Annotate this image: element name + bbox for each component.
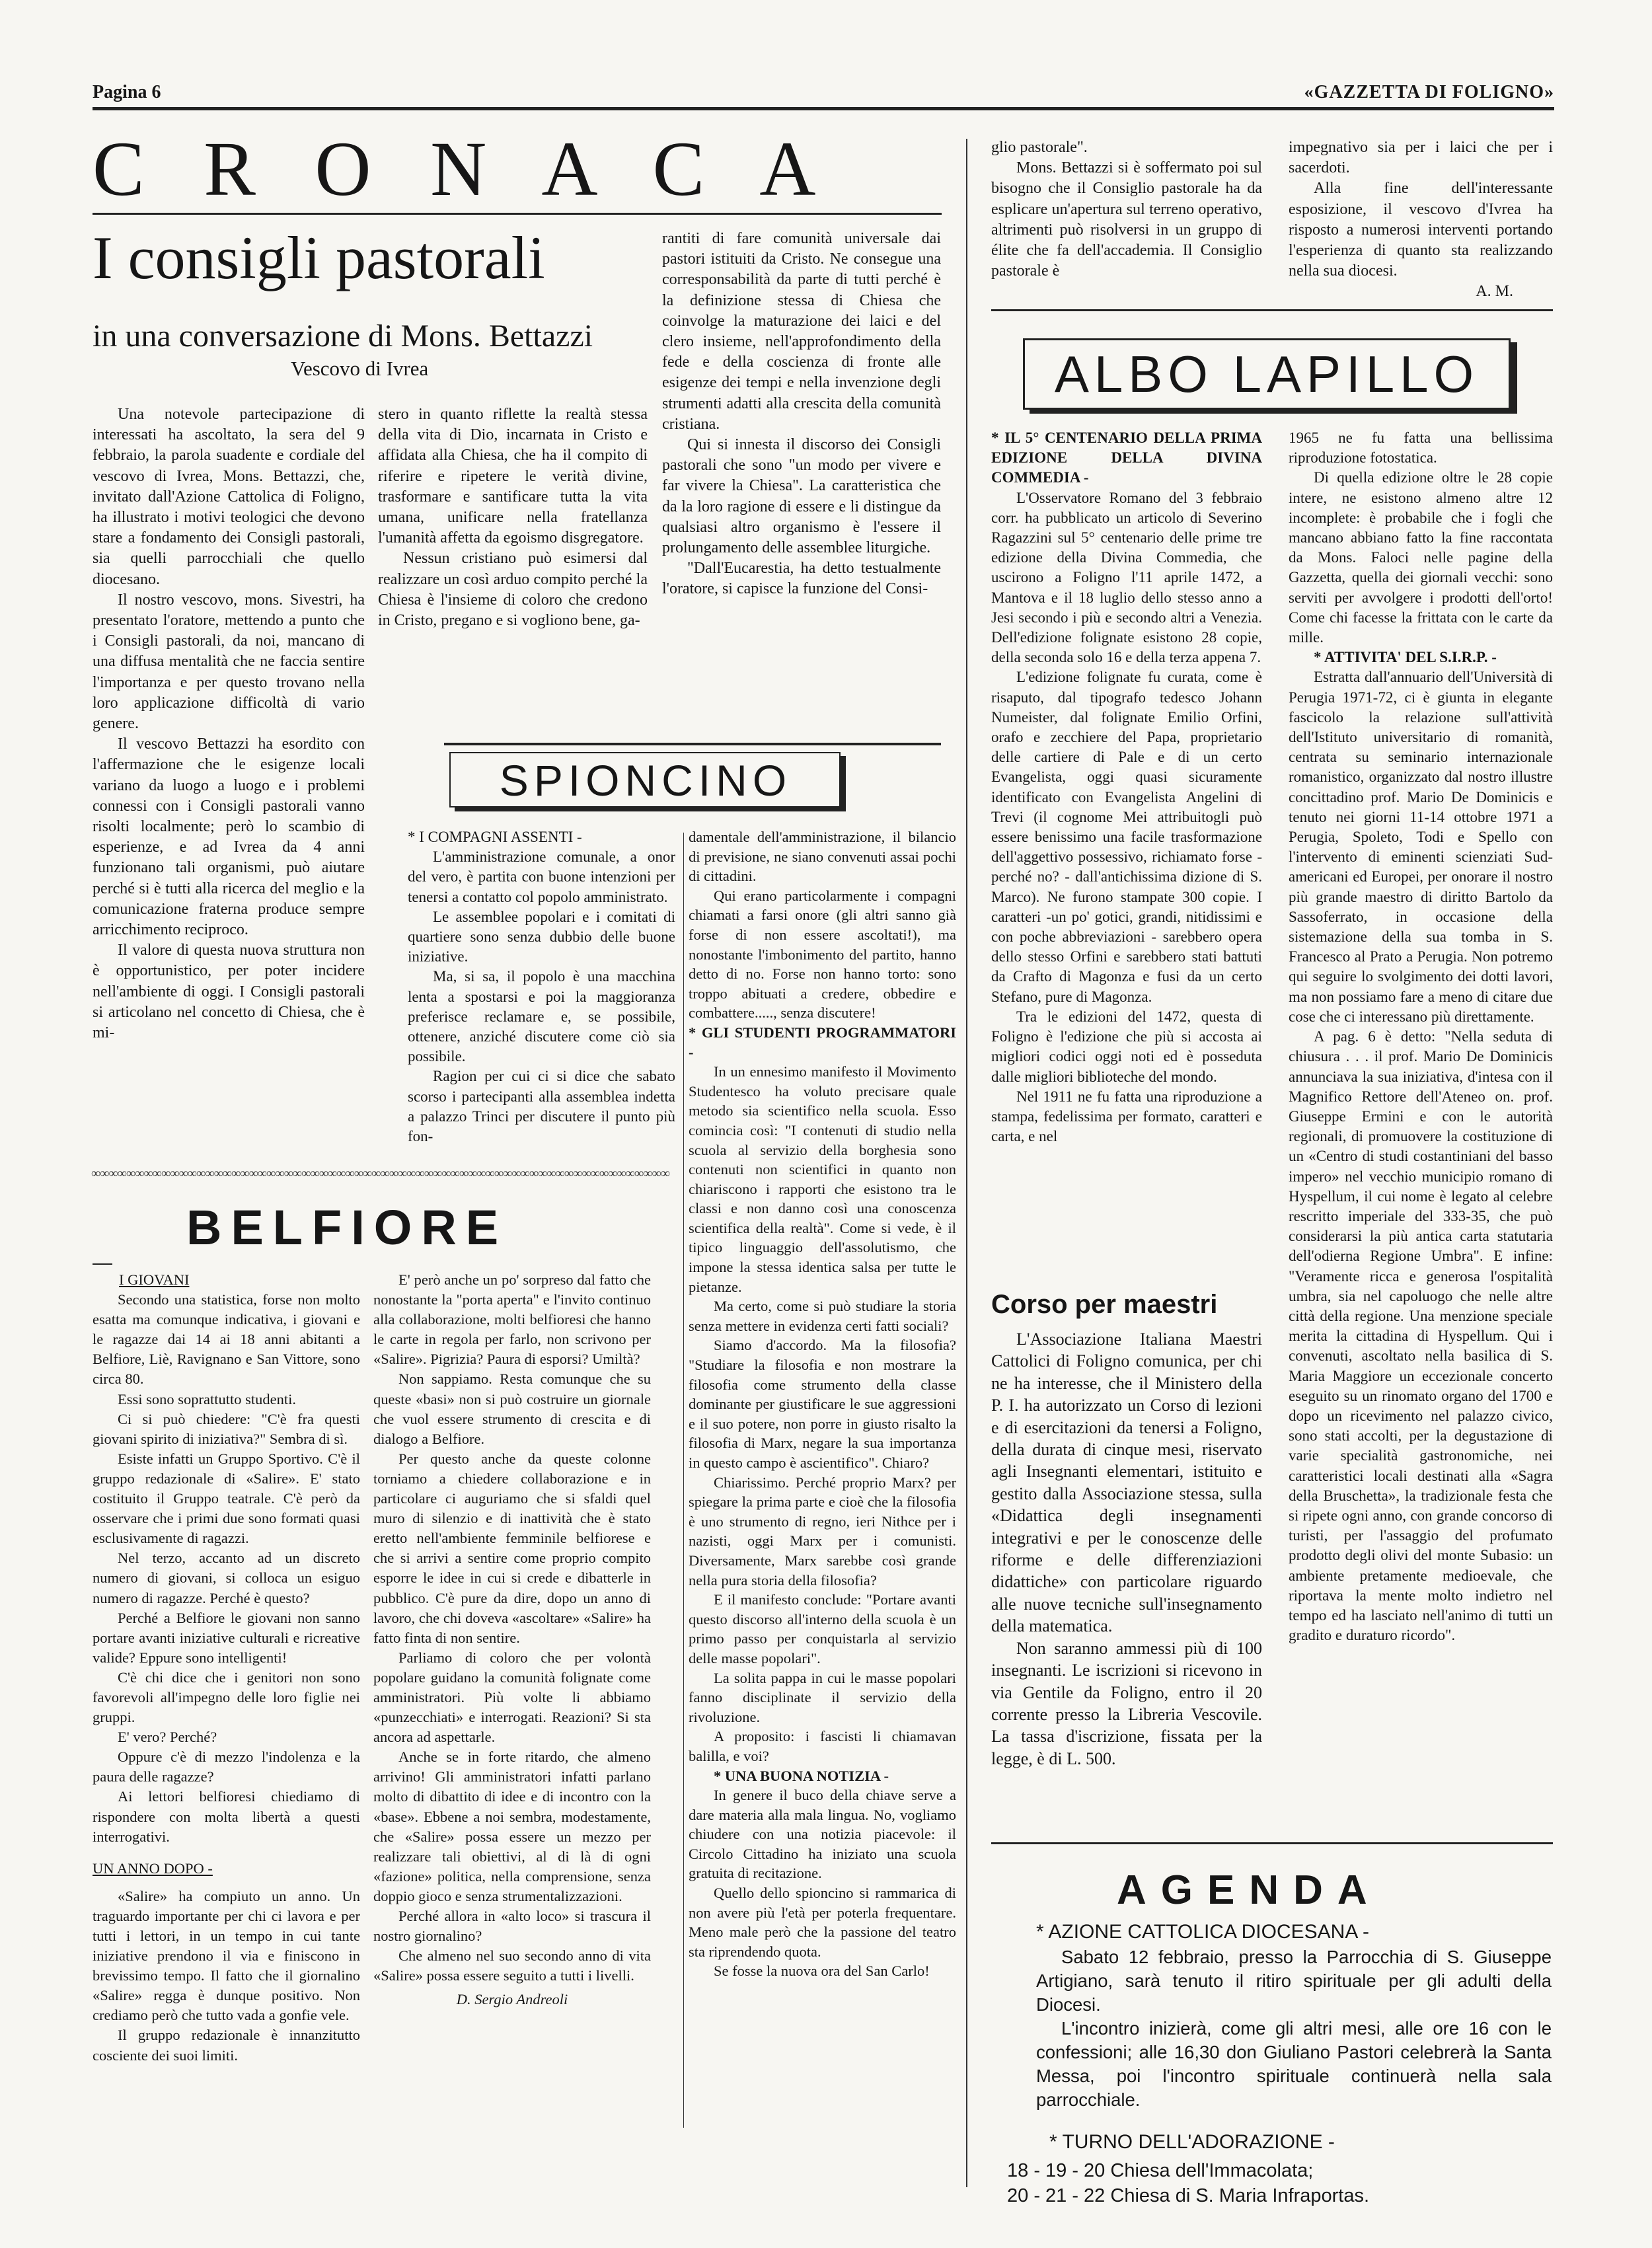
paragraph: Ai lettori belfioresi chiediamo di rispondere con molta libertà a questi interrogativi.: [93, 1788, 360, 1845]
spioncino-title: SPIONCINO: [499, 756, 792, 805]
paragraph: Ma, si sa, il popolo è una macchina lenta a spostarsi e poi la maggioranza preferisce reclamare e, se possibile, ottenere, anziché discutere come ciò sia possibile.: [408, 968, 675, 1065]
paragraph: Nessun cristiano può esimersi dal realizzare un così arduo compito perché la Chiesa è l'insieme di coloro che credono in Cristo, pregano e si vogliono bene, ga-: [378, 550, 648, 630]
belfiore-ornament-rule: ∞∞∞∞∞∞∞∞∞∞∞∞∞∞∞∞∞∞∞∞∞∞∞∞∞∞∞∞∞∞∞∞∞∞∞∞∞∞∞∞∞∞∞∞∞∞∞∞∞∞∞∞∞∞∞∞∞∞∞∞∞∞∞∞∞∞: [91, 1168, 670, 1179]
spioncino-top-rule: [444, 743, 941, 745]
header-rule: [93, 107, 1554, 110]
paragraph: L'Osservatore Romano del 3 febbraio corr. ha pubblicato un articolo di Severino Ragazzini sul 5° centenario delle prime tre edizione della Divina Commedia, che uscirono a Foligno l'11 aprile 1472, a Mantova e il 18 luglio dello stesso anno a Jesi secondo i più e secondo altri a Venezia. Dell'edizione folignate esistono 28 copie, della seconda solo 16 e della terza appena 7.: [991, 489, 1262, 666]
paragraph: «Salire» ha compiuto un anno. Un traguardo importante per chi ci lavora e per tutti i lettori, in un tempo in cui tante iniziative prendono il via e finiscono in brevissimo tempo. Il fatto che il giornalino «Salire» regga è dunque positivo. Non crediamo però che tutto vada a gonfie vele.: [93, 1887, 360, 2024]
paragraph: L'incontro inizierà, come gli altri mesi, alle ore 16 con le confessioni; alle 16,30 don Giuliano Pastori celebrerà la Santa Messa, poi l'incontro spirituale continuerà nella sala parrocchiale.: [1036, 2018, 1552, 2110]
spioncino-column-1: [408, 827, 675, 1146]
paragraph: Alla fine dell'interessante esposizione, il vescovo d'Ivrea ha risposto a numerosi interventi portando l'esperienza di quanto sta realizzando nella sua diocesi.: [1289, 180, 1553, 280]
signature: A. M.: [1476, 283, 1513, 301]
paragraph: Chiarissimo. Perché proprio Marx? per spiegare la prima parte e cioè che la filosofia è uno strumento di regno, ieri Nithce per i nazisti, oggi Marx per i comunisti. Diversamente, Marx sarebbe così grande nella pura storia della filosofia?: [689, 1474, 956, 1589]
item-heading: I GIOVANI: [119, 1271, 190, 1288]
paragraph: Anche se in forte ritardo, che almeno arrivino! Gli amministratori infatti parlano molto di dibattito di idee e di incontro con la «base». Ebbene a noi sembra, modestamente, che «Salire» possa essere un mezzo per realizzare tali obiettivi, al di là di ogni «fazione» politica, nella comprensione, senza doppio gioco e senza strumentalizzazioni.: [373, 1748, 651, 1904]
agenda-item-1-title: * AZIONE CATTOLICA DIOCESANA -: [1036, 1921, 1370, 1943]
paragraph: C'è chi dice che i genitori non sono favorevoli all'impegno delle loro figlie nei gruppi.: [93, 1668, 360, 1726]
section-divider: [991, 309, 1553, 311]
paragraph: E il manifesto conclude: "Portare avanti questo discorso all'interno della scuola è un primo passo per conquistarla al servizio delle masse popolari".: [689, 1591, 956, 1667]
item-heading: * ATTIVITA' DEL S.I.R.P. -: [1314, 649, 1497, 666]
paragraph: Se fosse la nuova ora del San Carlo!: [714, 1963, 930, 1980]
paragraph: L'amministrazione comunale, a onor del vero, è partita con buone intenzioni per tenersi a contatto col popolo amministrato.: [408, 848, 675, 905]
paragraph: A pag. 6 è detto: "Nella seduta di chiusura . . . il prof. Mario De Dominicis annunciava la sua iniziativa, d'intesa con il Magnifico Rettore dell'Ateneo on. prof. Giuseppe Ermini e con le autorità regionali, di promuovere la costituzione di un «Centro di studi costantiniani del basso impero» nel vecchio municipio romano di Hyspellum, il cui nome è legato al celebre rescritto imperiale del 333-35, che può considerarsi la più antica carta statutaria dell'odierna Regione Umbra". E infine: "Veramente ricca e generosa l'ospitalità umbra, sia nel capoluogo che nelle altre città della regione. Una menzione speciale merita la cittadina di Hyspellum. Qui i convenuti, ascoltato nella basilica di S. Maria Maggiore un eccezionale concerto eseguito su un rinomato organo del 1700 e dopo un ricevimento nel palazzo civico, sono stati accolti, per la degustazione di varie specialità gastronomiche, nei caratteristici locali destinati alla «Sagra della Bruschetta», la tradizionale festa che si ripete ogni anno, con grande concorso di turisti, per l'assaggio del profumato prodotto degli olivi del monte Subasio: un ambiente pretamente medioevale, che riportava la mente molto indietro nel tempo ed ha lasciato nell'animo di tutti un gradito e duraturo ricordo".: [1289, 1028, 1553, 1644]
cronaca-headline: I consigli pastorali: [93, 224, 545, 291]
agenda-item-1-text: [1036, 1945, 1552, 2112]
paragraph: Nel 1911 ne fu fatta una riproduzione a stampa, fedelissima per formato, caratteri e carta, e nel: [991, 1088, 1262, 1145]
paragraph: Non saranno ammessi più di 100 insegnanti. Le iscrizioni si ricevono in via Gentile da Foligno, entro il 20 corrente presso la Libreria Vescovile. La tassa d'iscrizione, fissata per la legge, è di L. 500.: [991, 1638, 1262, 1768]
spioncino-column-2: [689, 827, 956, 1981]
page-number: Pagina 6: [93, 82, 161, 102]
paragraph: Che almeno nel suo secondo anno di vita «Salire» possa essere seguito a tutti i livelli.: [373, 1947, 651, 1984]
agenda-title: AGENDA: [1117, 1867, 1382, 1913]
paragraph: Essi sono soprattutto studenti.: [118, 1390, 296, 1407]
paragraph: rantiti di fare comunità universale dai pastori istituiti da Cristo. Ne consegue una corresponsabilità da parte di tutti perché è la definizione stessa di Chiesa che coinvolge la maturazione dei laici e del clero insieme, nell'approfondimento della fede e della coscienza di fronte alle esigenze dei tempi e nella invenzione degli strumenti adatti alla crescita della comunità cristiana.: [662, 230, 941, 433]
belfiore-short-rule: [93, 1263, 112, 1265]
paragraph: Estratta dall'annuario dell'Università di Perugia 1971-72, ci è giunta in elegante fascicolo la relazione sull'attività dell'Istituto universitario di romanità, centrata su seminario internazionale romanistico, organizzato dal nostro illustre concittadino prof. Mario De Dominicis e tenuto nei giorni 11-14 ottobre 1971 a Perugia, Spoleto, Todi e Spello con l'intervento di eminenti scienziati Sud-americani ed Europei, per onorare il nostro più grande maestro di diritto Bartolo da Sassoferrato, in occasione della sistemazione della sua tomba in S. Francesco al Prato a Perugia. Non potremo qui seguire lo svolgimento dei dotti lavori, ma non possiamo fare a meno di citare due cose che ci interessano più direttamente.: [1289, 669, 1553, 1025]
item-heading: * GLI STUDENTI PROGRAMMATORI -: [689, 1024, 956, 1061]
paragraph: Ci si può chiedere: "C'è fra questi giovani spirito di iniziativa?" Sembra di sì.: [93, 1410, 360, 1447]
cronaca-section-title: C R O N A C A: [93, 126, 836, 212]
cronaca-column-4: [991, 137, 1262, 281]
paragraph: In genere il buco della chiave serve a dare materia alla mala lingua. No, vogliamo chiudere con una notizia piacevole: il Circolo Cittadino ha iniziato una scuola gratuita di recitazione.: [689, 1787, 956, 1882]
cronaca-column-3: [662, 229, 941, 600]
cronaca-column-1: [93, 404, 365, 1043]
paragraph: Il valore di questa nuova struttura non è opportunistico, per poter incidere nell'ambiente di oggi. I Consigli pastorali si articolano nel concetto di Chiesa, che è mi-: [93, 942, 365, 1042]
paragraph: Non sappiamo. Resta comunque che su queste «basi» non si può costruire un giornale che vuol essere strumento di crescita e di dialogo a Belfiore.: [373, 1370, 651, 1447]
paragraph: Parliamo di coloro che per volontà popolare guidano la comunità folignate come amministratori. Più volte li abbiamo «punzecchiati» e interrogati. Reazioni? Si sta ancora ad aspettarle.: [373, 1649, 651, 1746]
paragraph: Il nostro vescovo, mons. Sivestri, ha presentato l'oratore, mettendo a punto che i Consigli pastorali, da noi, mancano di una diffusa mentalità che ne faccia sentire l'importanza e per questo trovano nella loro applicazione difficoltà di vario genere.: [93, 591, 365, 733]
column-divider: [683, 833, 684, 2128]
belfiore-title: BELFIORE: [186, 1200, 508, 1255]
paragraph: Quello dello spioncino si rammarica di non avere più l'età per poterla frequentare. Meno male però che la passione del teatro sta riprendendo quota.: [689, 1885, 956, 1960]
cronaca-byline: Vescovo di Ivrea: [291, 357, 429, 380]
corso-title: Corso per maestri: [991, 1290, 1218, 1319]
item-heading: UN ANNO DOPO -: [93, 1859, 213, 1877]
paragraph: Il gruppo redazionale è innanzitutto cosciente dei suoi limiti.: [93, 2027, 360, 2064]
paragraph: Ragion per cui ci si dice che sabato scorso i partecipanti alla assemblea indetta a palazzo Trinci per discutere il punto più fon-: [408, 1068, 675, 1145]
paragraph: Esiste infatti un Gruppo Sportivo. C'è il gruppo redazionale di «Salire». E' stato costituito il Gruppo teatrale. C'è però da osservare che i primi due sono formati quasi esclusivamente di ragazzi.: [93, 1450, 360, 1547]
item-heading: * UNA BUONA NOTIZIA -: [714, 1767, 889, 1784]
paragraph: A proposito: i fascisti li chiamavan balilla, e voi?: [689, 1728, 956, 1764]
paragraph: Tra le edizioni del 1472, questa di Foligno è l'edizione che più si accosta ai migliori codici oggi noti ed è posseduta dalle migliori biblioteche del mondo.: [991, 1008, 1262, 1085]
paragraph: Qui erano particolarmente i compagni chiamati a farsi onore (gli altri sanno già forse di non essere ascoltati!), ma nonostante l'imbonimento del partito, hanno detto di no. Forse non hanno torto: sono troppo abituati a credere, obbedire e combattere....., senza discutere!: [689, 887, 956, 1022]
paragraph: Siamo d'accordo. Ma la filosofia? "Studiare la filosofia e non mostrare la filosofia come strumento della classe dominante per giustificare le sue aggressioni e il suo potere, non porre in giusto risalto la filosofia di Marx, negare la sua importanza in questo campo è ascientifico". Chiaro?: [689, 1337, 956, 1471]
corso-text: [991, 1328, 1262, 1770]
belfiore-column-2: [373, 1270, 651, 2009]
paragraph: Secondo una statistica, forse non molto esatta ma comunque indicativa, i giovani e le ragazze dai 14 ai 18 anni abitanti a Belfiore, Liè, Ravignano e San Vittore, sono circa 80.: [93, 1291, 360, 1388]
paragraph: glio pastorale".: [991, 139, 1088, 156]
paragraph: L'edizione folignate fu curata, come è risaputo, dal tipografo tedesco Johann Numeister, dal folignate Emilio Orfini, orafo e zecchiere del Papa, proprietario delle cartiere di Pale e di un certo Evangelista, oggi quasi sicuramente identificato con Evangelista Angelini di Trevi (il cognome Mei attribuitogli può essere benissimo una facile trasformazione dell'aggettivo possessivo, richiamato forse - perché no? - dall'antichissima dizione di S. Marco). Ne furono stampate 300 copie. I caratteri -un po' gotici, grandi, nitidissimi e con poche abbreviazioni - sarebbero opera dello stesso Orfini e sarebbero stati battuti da Crafto di Magonza e fusi da un certo Stefano, pure di Magonza.: [991, 669, 1262, 1005]
cronaca-column-2: [378, 404, 648, 631]
paragraph: E' vero? Perché?: [118, 1729, 217, 1746]
paragraph: Ma certo, come si può studiare la storia senza mettere in evidenza certi fatti sociali?: [689, 1298, 956, 1334]
paragraph: Perché allora in «alto loco» si trascura il nostro giornalino?: [373, 1908, 651, 1945]
agenda-item-2-title: * TURNO DELL'ADORAZIONE -: [1049, 2131, 1335, 2153]
paragraph: E' però anche un po' sorpreso dal fatto che nonostante la "porta aperta" e l'invito continuo alla collaborazione, molti belfioresi che hanno le carte in regola per farlo, non scrivono per «Salire». Pigrizia? Paura di esporsi? Umiltà?: [373, 1271, 651, 1368]
paragraph: "Dall'Eucarestia, ha detto testualmente l'oratore, si capisce la funzione del Consi-: [662, 560, 941, 598]
cronaca-title-rule: [93, 213, 942, 215]
newspaper-name: «GAZZETTA DI FOLIGNO»: [1304, 82, 1554, 102]
item-heading: * IL 5° CENTENARIO DELLA PRIMA EDIZIONE DELLA DIVINA COMMEDIA -: [991, 430, 1262, 486]
paragraph: Nel terzo, accanto ad un discreto numero di giovani, si colloca un esiguo numero di ragazze. Perché è questo?: [93, 1550, 360, 1606]
adoration-line: 18 - 19 - 20 Chiesa dell'Immacolata;: [1007, 2160, 1314, 2181]
cronaca-column-5: [1289, 137, 1553, 303]
signature: D. Sergio Andreoli: [456, 1991, 568, 2008]
cronaca-subtitle: in una conversazione di Mons. Bettazzi: [93, 318, 593, 354]
paragraph: impegnativo sia per i laici che per i sacerdoti.: [1289, 139, 1553, 177]
paragraph: In un ennesimo manifesto il Movimento Studentesco ha voluto precisare quale metodo sia scientifico nella scuola. Esso comincia così: "I contenuti di studio nella scuola al servizio della borghesia sono contenuti non scientifici in quanto non chiariscono i rapporti che esistono tra le classi e non danno così una conoscenza scientifica della realtà". Come si vede, è il tipico linguaggio dell'assolutismo, che impone la stessa identica salsa per tutte le pietanze.: [689, 1063, 956, 1295]
item-heading: * I COMPAGNI ASSENTI -: [408, 829, 582, 845]
paragraph: Le assemblee popolari e i comitati di quartiere sono senza dubbio delle buone iniziative.: [408, 908, 675, 965]
paragraph: La solita pappa in cui le masse popolari fanno disciplinate il servizio della rivoluzione.: [689, 1669, 956, 1725]
paragraph: Mons. Bettazzi si è soffermato poi sul bisogno che il Consiglio pastorale ha da esplicare un'apertura sul terreno operativo, altrimenti può risolversi in un gruppo di élite che fa dell'accademia. Il Consiglio pastorale è: [991, 159, 1262, 280]
paragraph: Perché a Belfiore le giovani non sanno portare avanti iniziative culturali e ricreative valide? Eppure sono intelligenti!: [93, 1609, 360, 1666]
paragraph: Una notevole partecipazione di interessati ha ascoltato, la sera del 9 febbraio, la parola suadente e cordiale del vescovo di Ivrea, Mons. Bettazzi, che, invitato dall'Azione Cattolica di Foligno, ha illustrato i motivi teologici che devono stare a fondamento dei Consigli pastorali, sia quelli parrocchiali che quello diocesano.: [93, 406, 365, 588]
albo-column-2: [1289, 428, 1553, 1645]
paragraph: stero in quanto riflette la realtà stessa della vita di Dio, incarnata in Cristo e affidata alla Chiesa, che ha il compito di riferire e ripetere le verità divine, trasformare e santificare tutta la vita umana, unificare nella fratellanza l'umanità affetta da egoismo disgregatore.: [378, 406, 648, 547]
paragraph: Il vescovo Bettazzi ha esordito con l'affermazione che le esigenze locali variano da luogo a luogo e i problemi connessi con i Consigli pastorali vanno risolti localmente; però lo scambio di esperienze, e ad Ivrea da 4 anni funzionano tali organismi, può aiutare perché si è tutti alla ricerca del meglio e la comunicazione fraterna produce sempre arricchimento reciproco.: [93, 735, 365, 939]
adoration-line: 20 - 21 - 22 Chiesa di S. Maria Infraportas.: [1007, 2185, 1370, 2206]
paragraph: L'Associazione Italiana Maestri Cattolici di Foligno comunica, per chi ne ha interesse, che il Ministero della P. I. ha autorizzato un Corso di lezioni e di esercitazioni da tenersi a Foligno, della durata di cinque mesi, riservato agli Insegnanti elementari, istituito e gestito dalla Associazione stessa, sulla «Didattica degli insegnamenti integrativi e per le conoscenze delle riforme e delle differenziazioni didattiche» con particolare riguardo alle nuove tecniche sull'insegnamento della matematica.: [991, 1330, 1262, 1636]
paragraph: Per questo anche da queste colonne torniamo a chiedere collaborazione e in particolare ci auguriamo che si sfaldi quel muro di silenzio e di inattività che è stato eretto nell'ambiente femminile belfiorese e che si arrivi a sentire come proprio compito esporre le idee in cui si crede e dibatterle in pubblico. C'è pure da dire, dopo un anno di lavoro, che chi doveva «ascoltare» «Salire» ha fatto finta di non sentire.: [373, 1450, 651, 1646]
column-divider: [966, 139, 967, 2187]
paragraph: Sabato 12 febbraio, presso la Parrocchia di S. Giuseppe Artigiano, sarà tenuto il ritiro spirituale per gli adulti della Diocesi.: [1036, 1947, 1552, 2015]
paragraph: Oppure c'è di mezzo l'indolenza e la paura delle ragazze?: [93, 1748, 360, 1785]
albo-lapillo-title: ALBO LAPILLO: [1054, 345, 1480, 403]
paragraph: Di quella edizione oltre le 28 copie intere, ne esistono almeno altre 12 incomplete: è probabile che i fogli che mancano abbiano fatto la fine raccontata da Mons. Faloci nelle pagine della Gazzetta, quella dei giornali vecchi: sono serviti per avvolgere i prodotti dell'orto! Come chi facesse la frittata con le carte da mille.: [1289, 469, 1553, 646]
paragraph: Qui si innesta il discorso dei Consigli pastorali che sono "un modo per vivere e far vivere la Chiesa". La caratteristica che da la loro ragione di essere e li distingue da qualsiasi altro organismo è l'essere il prolungamento delle assemblee liturgiche.: [662, 436, 941, 557]
paragraph: damentale dell'amministrazione, il bilancio di previsione, ne siano convenuti assai pochi di cittadini.: [689, 829, 956, 885]
paragraph: 1965 ne fu fatta una bellissima riproduzione fotostatica.: [1289, 430, 1553, 467]
belfiore-column-1: [93, 1270, 360, 2066]
albo-column-1: [991, 428, 1262, 1146]
agenda-top-rule: [991, 1842, 1553, 1844]
